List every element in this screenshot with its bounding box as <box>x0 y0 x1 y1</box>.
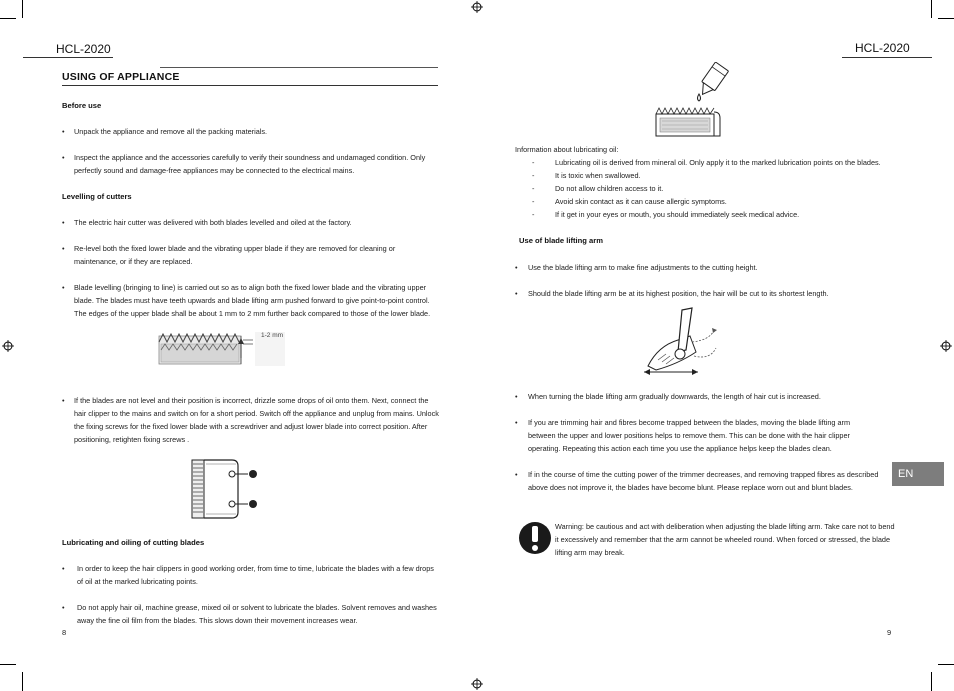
crop-mark <box>0 664 16 665</box>
registration-mark-icon <box>471 1 483 13</box>
arm-item: Should the blade lifting arm be at its highest position, the hair will be cut to its shortest length. <box>528 289 829 298</box>
crop-mark <box>931 0 932 18</box>
before-use-item: Inspect the appliance and the accessories carefully to verify their soundness and undamaged condition. Only perfectly sound and damage-free appliances may be connected to the electrical mains. <box>74 153 426 175</box>
before-use-item: Unpack the appliance and remove all the packing materials. <box>74 127 268 136</box>
lubricating-heading: Lubricating and oiling of cutting blades <box>62 538 205 547</box>
header-rule <box>23 57 113 58</box>
dash: - <box>532 171 535 180</box>
crop-mark <box>938 18 954 19</box>
section-title: USING OF APPLIANCE <box>62 71 180 83</box>
bullet: • <box>62 603 65 612</box>
registration-mark-icon <box>471 678 483 690</box>
dash: - <box>532 184 535 193</box>
warning-icon <box>518 520 552 556</box>
crop-mark <box>22 672 23 691</box>
bullet: • <box>62 218 65 227</box>
levelling-item: The electric hair cutter was delivered with both blades levelled and oiled at the factory. <box>74 218 352 227</box>
bullet: • <box>62 283 65 292</box>
bullet: • <box>515 470 518 479</box>
levelling-heading: Levelling of cutters <box>62 192 132 201</box>
bullet: • <box>515 263 518 272</box>
bullet: • <box>62 396 65 405</box>
language-tab-en: EN <box>892 462 944 486</box>
arm-item: If in the course of time the cutting power of the trimmer decreases, and removing trapped fibres as described above does not improve it, the blades have become blunt. Please replace worn out and blunt blades. <box>528 470 879 492</box>
oil-info-item: Lubricating oil is derived from mineral oil. Only apply it to the marked lubrication points on the blades. <box>555 158 881 167</box>
model-name-right: HCL-2020 <box>855 41 910 55</box>
header-rule <box>842 57 932 58</box>
levelling-item: If the blades are not level and their position is incorrect, drizzle some drops of oil onto them. Next, connect the hair clipper to the mains and switch on for a short period. Switch off the appliance and unplug from mains. Unlock the fixing screws for the fixed lower blade with a screwdriver and adjust lower blade into correct position. After positioning, retighten fixing screws . <box>74 396 439 444</box>
section-rule-top <box>160 67 438 68</box>
figure-label-1-2mm: 1-2 mm <box>261 332 284 339</box>
blade-alignment-figure <box>157 328 287 368</box>
oil-info-item: Avoid skin contact as it can cause allergic symptoms. <box>555 197 727 206</box>
page-number-left: 8 <box>62 628 67 637</box>
registration-mark-icon <box>2 340 14 352</box>
crop-mark <box>22 0 23 18</box>
oil-info-item: If it get in your eyes or mouth, you should immediately seek medical advice. <box>555 210 800 219</box>
levelling-item: Blade levelling (bringing to line) is carried out so as to align both the fixed lower blade and the vibrating upper blade. The blades must have teeth upwards and blade lifting arm pushed forward to give point-to-point control. The edges of the upper blade shall be about 1 mm to 2 mm further back compared to those of the lower blade. <box>74 283 431 318</box>
bullet: • <box>62 564 65 573</box>
oil-info-item: Do not allow children access to it. <box>555 184 664 193</box>
bullet: • <box>62 244 65 253</box>
warning-text: Warning: be cautious and act with deliberation when adjusting the blade lifting arm. Take care not to bend it excessively and remember that the arm cannot be wheeled round. When forced or stressed, the blade lifting arm may break. <box>555 522 895 557</box>
arm-item: If you are trimming hair and fibres become trapped between the blades, moving the blade lifting arm between the upper and lower positions helps to remove them. This can be done with the hair clipper operating. Repeating this action each time you use the appliance helps keep the blades clean. <box>528 418 851 453</box>
arm-item: Use the blade lifting arm to make fine adjustments to the cutting height. <box>528 263 758 272</box>
dash: - <box>532 158 535 167</box>
oil-bottle-figure <box>652 62 742 140</box>
bullet: • <box>515 418 518 427</box>
dash: - <box>532 210 535 219</box>
blade-screws-figure <box>188 458 266 522</box>
section-rule-bottom <box>62 85 438 86</box>
oil-info-item: It is toxic when swallowed. <box>555 171 641 180</box>
bullet: • <box>62 127 65 136</box>
arm-heading: Use of blade lifting arm <box>519 236 603 245</box>
bullet: • <box>515 289 518 298</box>
crop-mark <box>938 664 954 665</box>
lubricating-item: In order to keep the hair clippers in good working order, from time to time, lubricate the blades with a few drops of oil at the marked lubricating points. <box>77 564 434 586</box>
lubricating-item: Do not apply hair oil, machine grease, mixed oil or solvent to lubricate the blades. Solvent removes and washes away the fine oil film from the blades. This slows down their movement increases wear. <box>77 603 437 625</box>
page-number-right: 9 <box>887 628 892 637</box>
bullet: • <box>515 392 518 401</box>
levelling-item: Re-level both the fixed lower blade and the vibrating upper blade if they are removed for cleaning or maintenance, or if they are replaced. <box>74 244 396 266</box>
before-use-heading: Before use <box>62 101 102 110</box>
registration-mark-icon <box>940 340 952 352</box>
bullet: • <box>62 153 65 162</box>
dash: - <box>532 197 535 206</box>
model-name-left: HCL-2020 <box>56 42 111 56</box>
lifting-arm-figure <box>638 306 722 382</box>
arm-item: When turning the blade lifting arm gradually downwards, the length of hair cut is increased. <box>528 392 821 401</box>
crop-mark <box>931 672 932 691</box>
oil-info-heading: Information about lubricating oil: <box>515 145 619 154</box>
crop-mark <box>0 18 16 19</box>
